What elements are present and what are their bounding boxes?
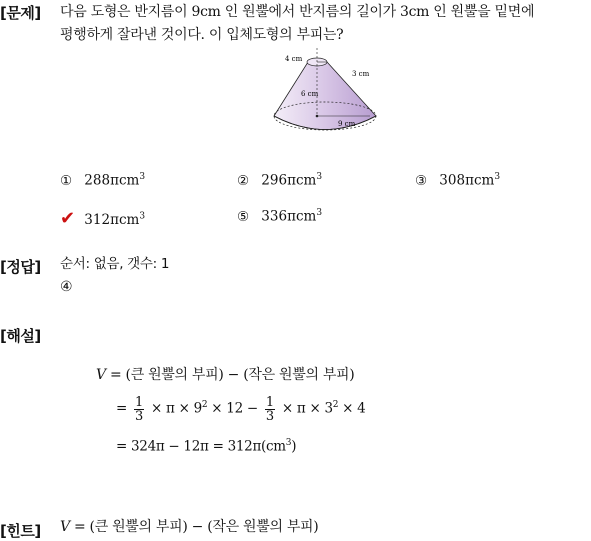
label-3cm: 3 cm — [352, 70, 370, 78]
option-4-value: 312π — [84, 212, 119, 228]
option-5-value: 336π — [261, 208, 296, 225]
option-1[interactable]: ① 288πcm$^3$ — [60, 172, 146, 189]
hint-label: [힌트] — [0, 522, 41, 540]
problem-line-1: 다음 도형은 반지름이 9cm 인 원뿔에서 반지름의 길이가 3cm 인 원뿔을 밑면에 — [60, 4, 535, 20]
problem-label: [문제] — [0, 4, 41, 22]
fraction-one-third-a: $\frac{1}{3}$ — [135, 394, 143, 424]
explanation-label: [해설] — [0, 327, 41, 345]
label-6cm: 6 cm — [301, 90, 319, 98]
truncated-cone-figure — [270, 48, 382, 136]
option-3[interactable]: ③ 308πcm$^3$ — [415, 172, 501, 189]
problem-line-2: 평행하게 잘라낸 것이다. 이 입체도형의 부피는? — [60, 27, 344, 43]
explanation-line-1: V = (큰 원뿔의 부피) − (작은 원뿔의 부피) — [96, 367, 355, 383]
fraction-one-third-b: $\frac{1}{3}$ — [265, 394, 274, 424]
option-3-value: 308π — [439, 172, 474, 189]
label-9cm: 9 cm — [338, 120, 356, 128]
option-3-number: ③ — [415, 172, 428, 189]
option-1-number: ① — [60, 172, 73, 189]
label-4cm: 4 cm — [285, 55, 303, 63]
option-2[interactable]: ② 296πcm$^3$ — [237, 172, 323, 189]
answer-label: [정답] — [0, 258, 41, 276]
explanation-line-2: = $\frac{1}{3}$ × $\pi \times 9^2 \times 12$ − $\frac{1}{3}$ × $\pi \times 3^2 \times 4$ — [116, 394, 366, 424]
answer-line-2: ④ — [60, 279, 73, 295]
option-5[interactable]: ⑤ 336πcm$^3$ — [237, 208, 323, 225]
option-2-number: ② — [237, 172, 250, 189]
option-2-value: 296π — [261, 172, 296, 189]
option-5-number: ⑤ — [237, 208, 250, 225]
hint-text: V = (큰 원뿔의 부피) − (작은 원뿔의 부피) — [60, 519, 319, 535]
answer-line-1: 순서: 없음, 갯수: 1 — [60, 256, 170, 272]
option-1-value: 288π — [84, 172, 119, 189]
option-4[interactable]: ✔ 312πcm$^3$ — [60, 208, 146, 229]
check-icon: ✔ — [60, 208, 76, 229]
explanation-line-3: = $324\pi - 12\pi = 312\pi(cm^3)$ — [116, 438, 297, 455]
